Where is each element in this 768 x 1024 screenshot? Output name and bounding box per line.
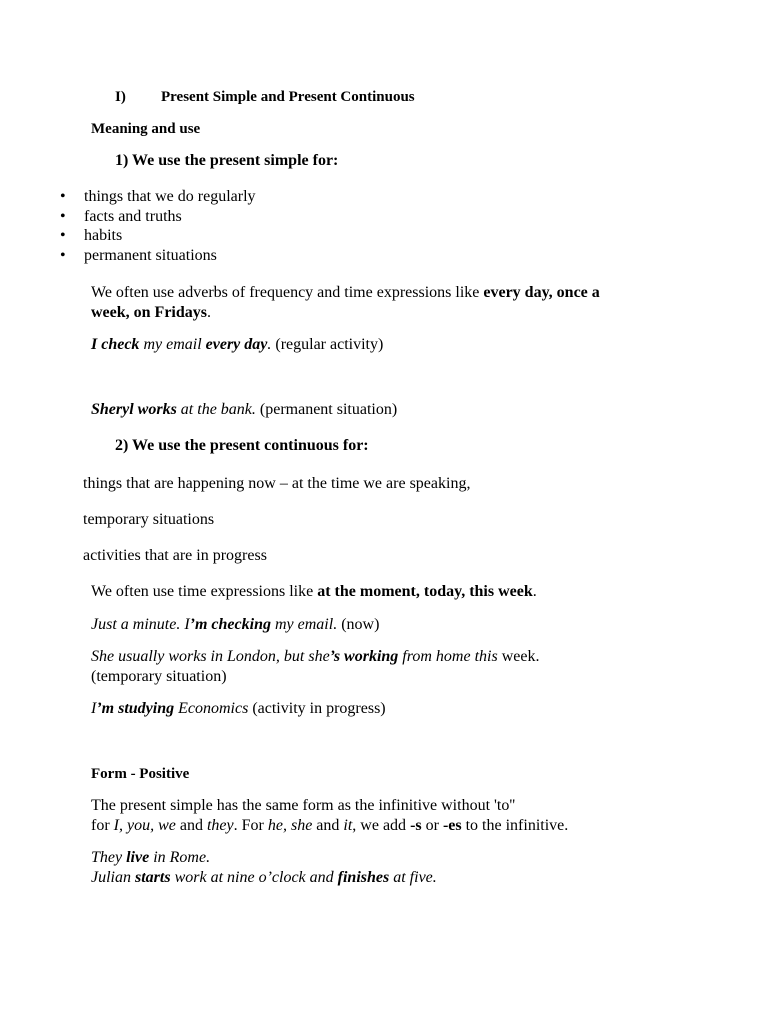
adverbs-paragraph: We often use adverbs of frequency and time expressions like every day, once a	[91, 284, 600, 301]
list-item: • habits	[60, 227, 123, 244]
form-example-1: They live in Rome.	[91, 849, 211, 866]
section-number: I)	[115, 89, 126, 105]
continuous-example-2-note: (temporary situation)	[91, 668, 227, 685]
continuous-example-2: She usually works in London, but she’s working from home this week.	[91, 648, 540, 665]
meaning-heading: Meaning and use	[91, 121, 201, 137]
continuous-heading: 2) We use the present continuous for:	[115, 437, 369, 454]
section-title: Present Simple and Present Continuous	[161, 89, 415, 105]
adverbs-paragraph-cont: week, on Fridays.	[91, 304, 211, 321]
continuous-use: activities that are in progress	[83, 547, 267, 564]
continuous-use: things that are happening now – at the time we are speaking,	[83, 475, 471, 492]
form-line-1: The present simple has the same form as the infinitive without 'to''	[91, 797, 516, 814]
time-expressions-paragraph: We often use time expressions like at the moment, today, this week.	[91, 583, 537, 600]
bullet-icon: •	[60, 188, 66, 205]
continuous-example-3: I’m studying Economics (activity in progress)	[91, 700, 386, 717]
form-example-2: Julian starts work at nine o’clock and finishes at five.	[91, 869, 437, 886]
form-line-2: for I, you, we and they. For he, she and it, we add -s or -es to the infinitive.	[91, 817, 569, 834]
form-heading: Form - Positive	[91, 766, 190, 782]
list-item: • permanent situations	[60, 246, 217, 264]
bullet-icon: •	[60, 227, 66, 244]
simple-uses-list	[60, 187, 256, 265]
bullet-icon: •	[60, 246, 66, 264]
list-item: • things that we do regularly	[60, 188, 256, 205]
continuous-use: temporary situations	[83, 511, 215, 528]
continuous-example-1: Just a minute. I’m checking my email. (now)	[91, 616, 380, 633]
simple-example-1: I check my email every day. (regular activity)	[91, 336, 384, 353]
simple-heading: 1) We use the present simple for:	[115, 152, 339, 169]
simple-example-2: Sheryl works at the bank. (permanent situation)	[91, 401, 398, 418]
list-item: • facts and truths	[60, 207, 182, 225]
bullet-icon: •	[60, 207, 66, 225]
